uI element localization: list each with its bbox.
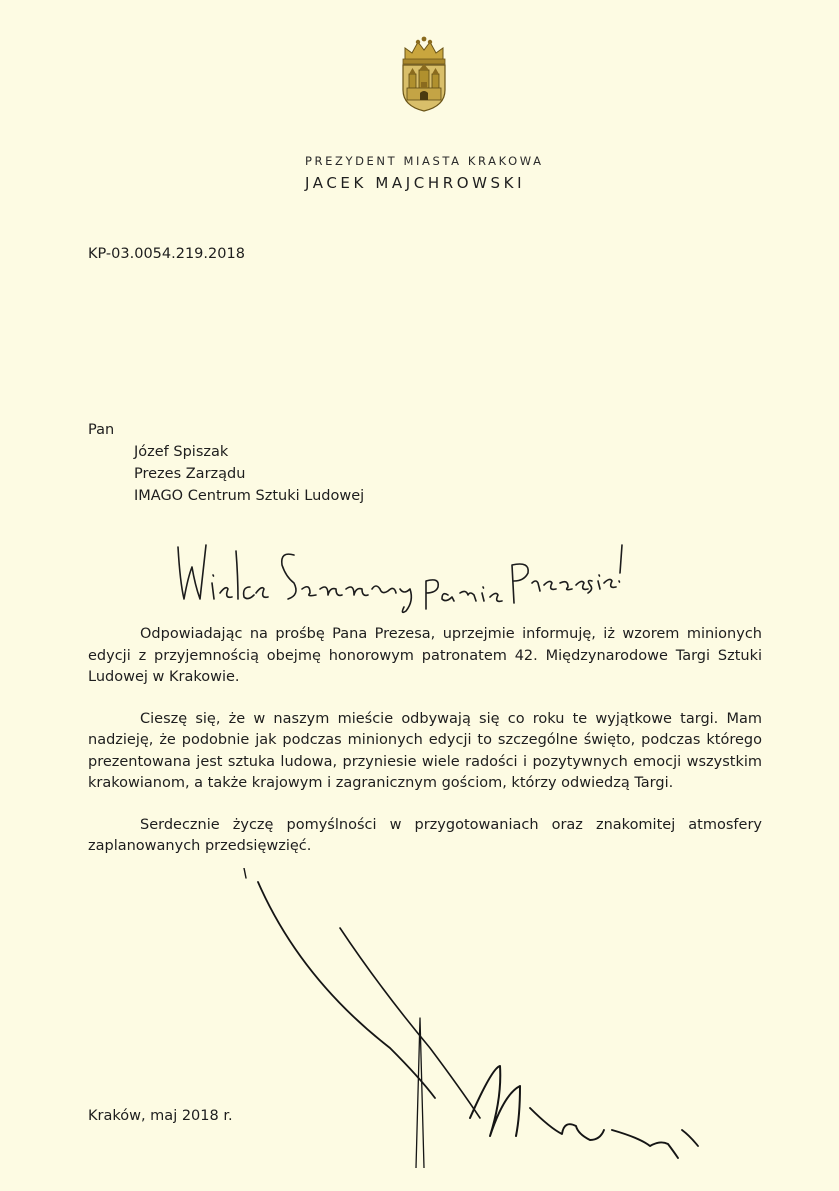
- krakow-coat-of-arms-icon: [397, 36, 451, 112]
- addressee-name: Józef Spiszak: [134, 444, 229, 460]
- handwritten-greeting: [170, 537, 630, 617]
- letter-body: [88, 624, 762, 878]
- addressee-organization: IMAGO Centrum Sztuki Ludowej: [134, 488, 365, 504]
- addressee-position: Prezes Zarządu: [134, 466, 246, 482]
- letterhead-name: JACEK MAJCHROWSKI: [305, 174, 526, 192]
- body-paragraph-2: Cieszę się, że w naszym mieście odbywają się co roku te wyjątkowe targi. Mam nadzieję, że podobnie jak podczas minionych edycji to szczególne święto, podczas którego prezentowana jest sztuka ludowa, przyniesie wiele radości i pozytywnych emocji wszystkim krakowianom, a także krajowym i zagranicznym gościom, którzy odwiedzą Targi.: [88, 710, 762, 791]
- handwritten-signature-icon: [230, 868, 710, 1168]
- reference-number: KP-03.0054.219.2018: [88, 246, 245, 262]
- letterhead-office: PREZYDENT MIASTA KRAKOWA: [305, 154, 544, 168]
- place-date: Kraków, maj 2018 r.: [88, 1108, 233, 1124]
- addressee-salutation: Pan: [88, 422, 115, 438]
- addressee-block: [88, 419, 364, 507]
- body-paragraph-1: Odpowiadając na prośbę Pana Prezesa, uprzejmie informuję, iż wzorem minionych edycji z przyjemnością obejmę honorowym patronatem 42. Międzynarodowe Targi Sztuki Ludowej w Krakowie.: [88, 626, 762, 685]
- body-paragraph-3: Serdecznie życzę pomyślności w przygotowaniach oraz znakomitej atmosfery zaplanowanych przedsięwzięć.: [88, 816, 762, 854]
